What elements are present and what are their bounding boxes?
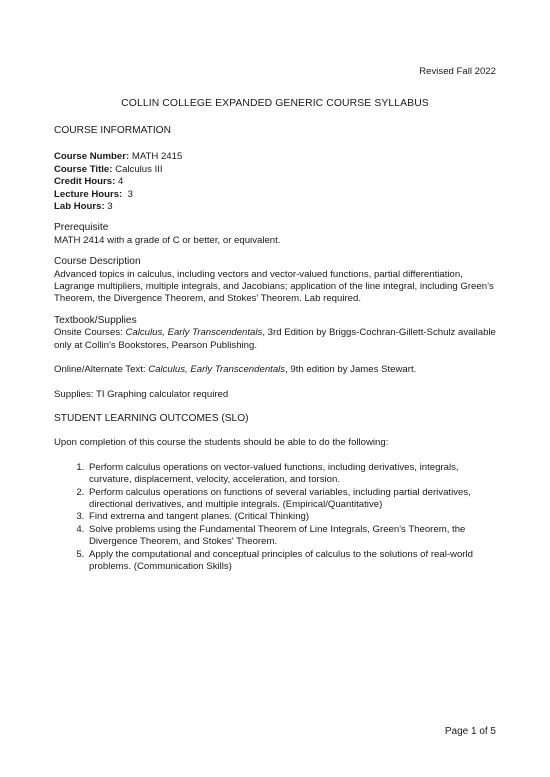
- lab-hours-field: [54, 201, 500, 213]
- document-body: [54, 125, 500, 573]
- list-item: 5. Apply the computational and conceptual principles of calculus to the solutions of real-world problems. (Communication Skills): [87, 549, 500, 574]
- field-label: Credit Hours:: [54, 176, 116, 188]
- course-description-heading: Course Description: [54, 256, 141, 268]
- list-item: 4. Solve problems using the Fundamental Theorem of Line Integrals, Green's Theorem, the Divergence Theorem, and Stokes' Theorem.: [87, 524, 500, 549]
- field-label: Course Number:: [54, 151, 130, 163]
- list-item: 2. Perform calculus operations on functions of several variables, including partial derivatives, directional derivatives, and multiple integrals. (Empirical/Quantitative): [87, 487, 500, 512]
- supplies-text: Supplies: TI Graphing calculator required: [54, 388, 229, 400]
- course-title-field: [54, 164, 500, 176]
- field-label: Lab Hours:: [54, 201, 105, 213]
- course-description-text: Advanced topics in calculus, including vectors and vector-valued functions, partial differentiation, Lagrange multipliers, multiple integrals, and Jacobians; application of the line integral, including Green’s Theorem, the Divergence Theorem, and Stokes’ Theorem. Lab required.: [54, 268, 494, 305]
- page-number: Page 1 of 5: [444, 726, 496, 737]
- field-value: 4: [115, 176, 124, 188]
- prerequisite-text: MATH 2414 with a grade of C or better, or equivalent.: [54, 234, 281, 246]
- online-textbook: [54, 364, 500, 376]
- course-number-field: [54, 151, 500, 163]
- course-info-heading: COURSE INFORMATION: [54, 125, 171, 136]
- onsite-prefix: Onsite Courses:: [54, 327, 126, 339]
- slo-intro: Upon completion of this course the students should be able to do the following:: [54, 437, 389, 449]
- field-value: Calculus III: [112, 163, 163, 175]
- onsite-book-title: Calculus, Early Transcendentals: [125, 327, 263, 339]
- field-label: Lecture Hours:: [54, 188, 123, 200]
- credit-hours-field: [54, 176, 500, 188]
- slo-heading: STUDENT LEARNING OUTCOMES (SLO): [54, 412, 249, 424]
- online-suffix: , 9th edition by James Stewart.: [285, 364, 417, 376]
- field-value: 3: [122, 188, 133, 200]
- field-label: Course Title:: [54, 163, 113, 175]
- revised-date: Revised Fall 2022: [419, 66, 496, 77]
- online-prefix: Online/Alternate Text:: [54, 364, 149, 376]
- onsite-textbook: [54, 327, 500, 352]
- document-title: COLLIN COLLEGE EXPANDED GENERIC COURSE SYLLABUS: [121, 98, 429, 109]
- field-value: 3: [104, 201, 113, 213]
- list-item: 3. Find extrema and tangent planes. (Critical Thinking): [87, 511, 500, 523]
- list-item: 1. Perform calculus operations on vector-valued functions, including derivatives, integrals, curvature, displacement, velocity, acceleration, and torsion.: [87, 462, 500, 487]
- online-book-title: Calculus, Early Transcendentals: [148, 364, 286, 376]
- slo-list: [54, 462, 500, 574]
- field-value: MATH 2415: [129, 151, 183, 163]
- onsite-suffix: , 3rd Edition by Briggs-Cochran-Gillett-Schulz available only at Collin’s Bookstores, Pearson Publishing.: [54, 327, 496, 351]
- prerequisite-heading: Prerequisite: [54, 222, 109, 234]
- lecture-hours-field: [54, 189, 500, 201]
- textbook-heading: Textbook/Supplies: [54, 314, 137, 326]
